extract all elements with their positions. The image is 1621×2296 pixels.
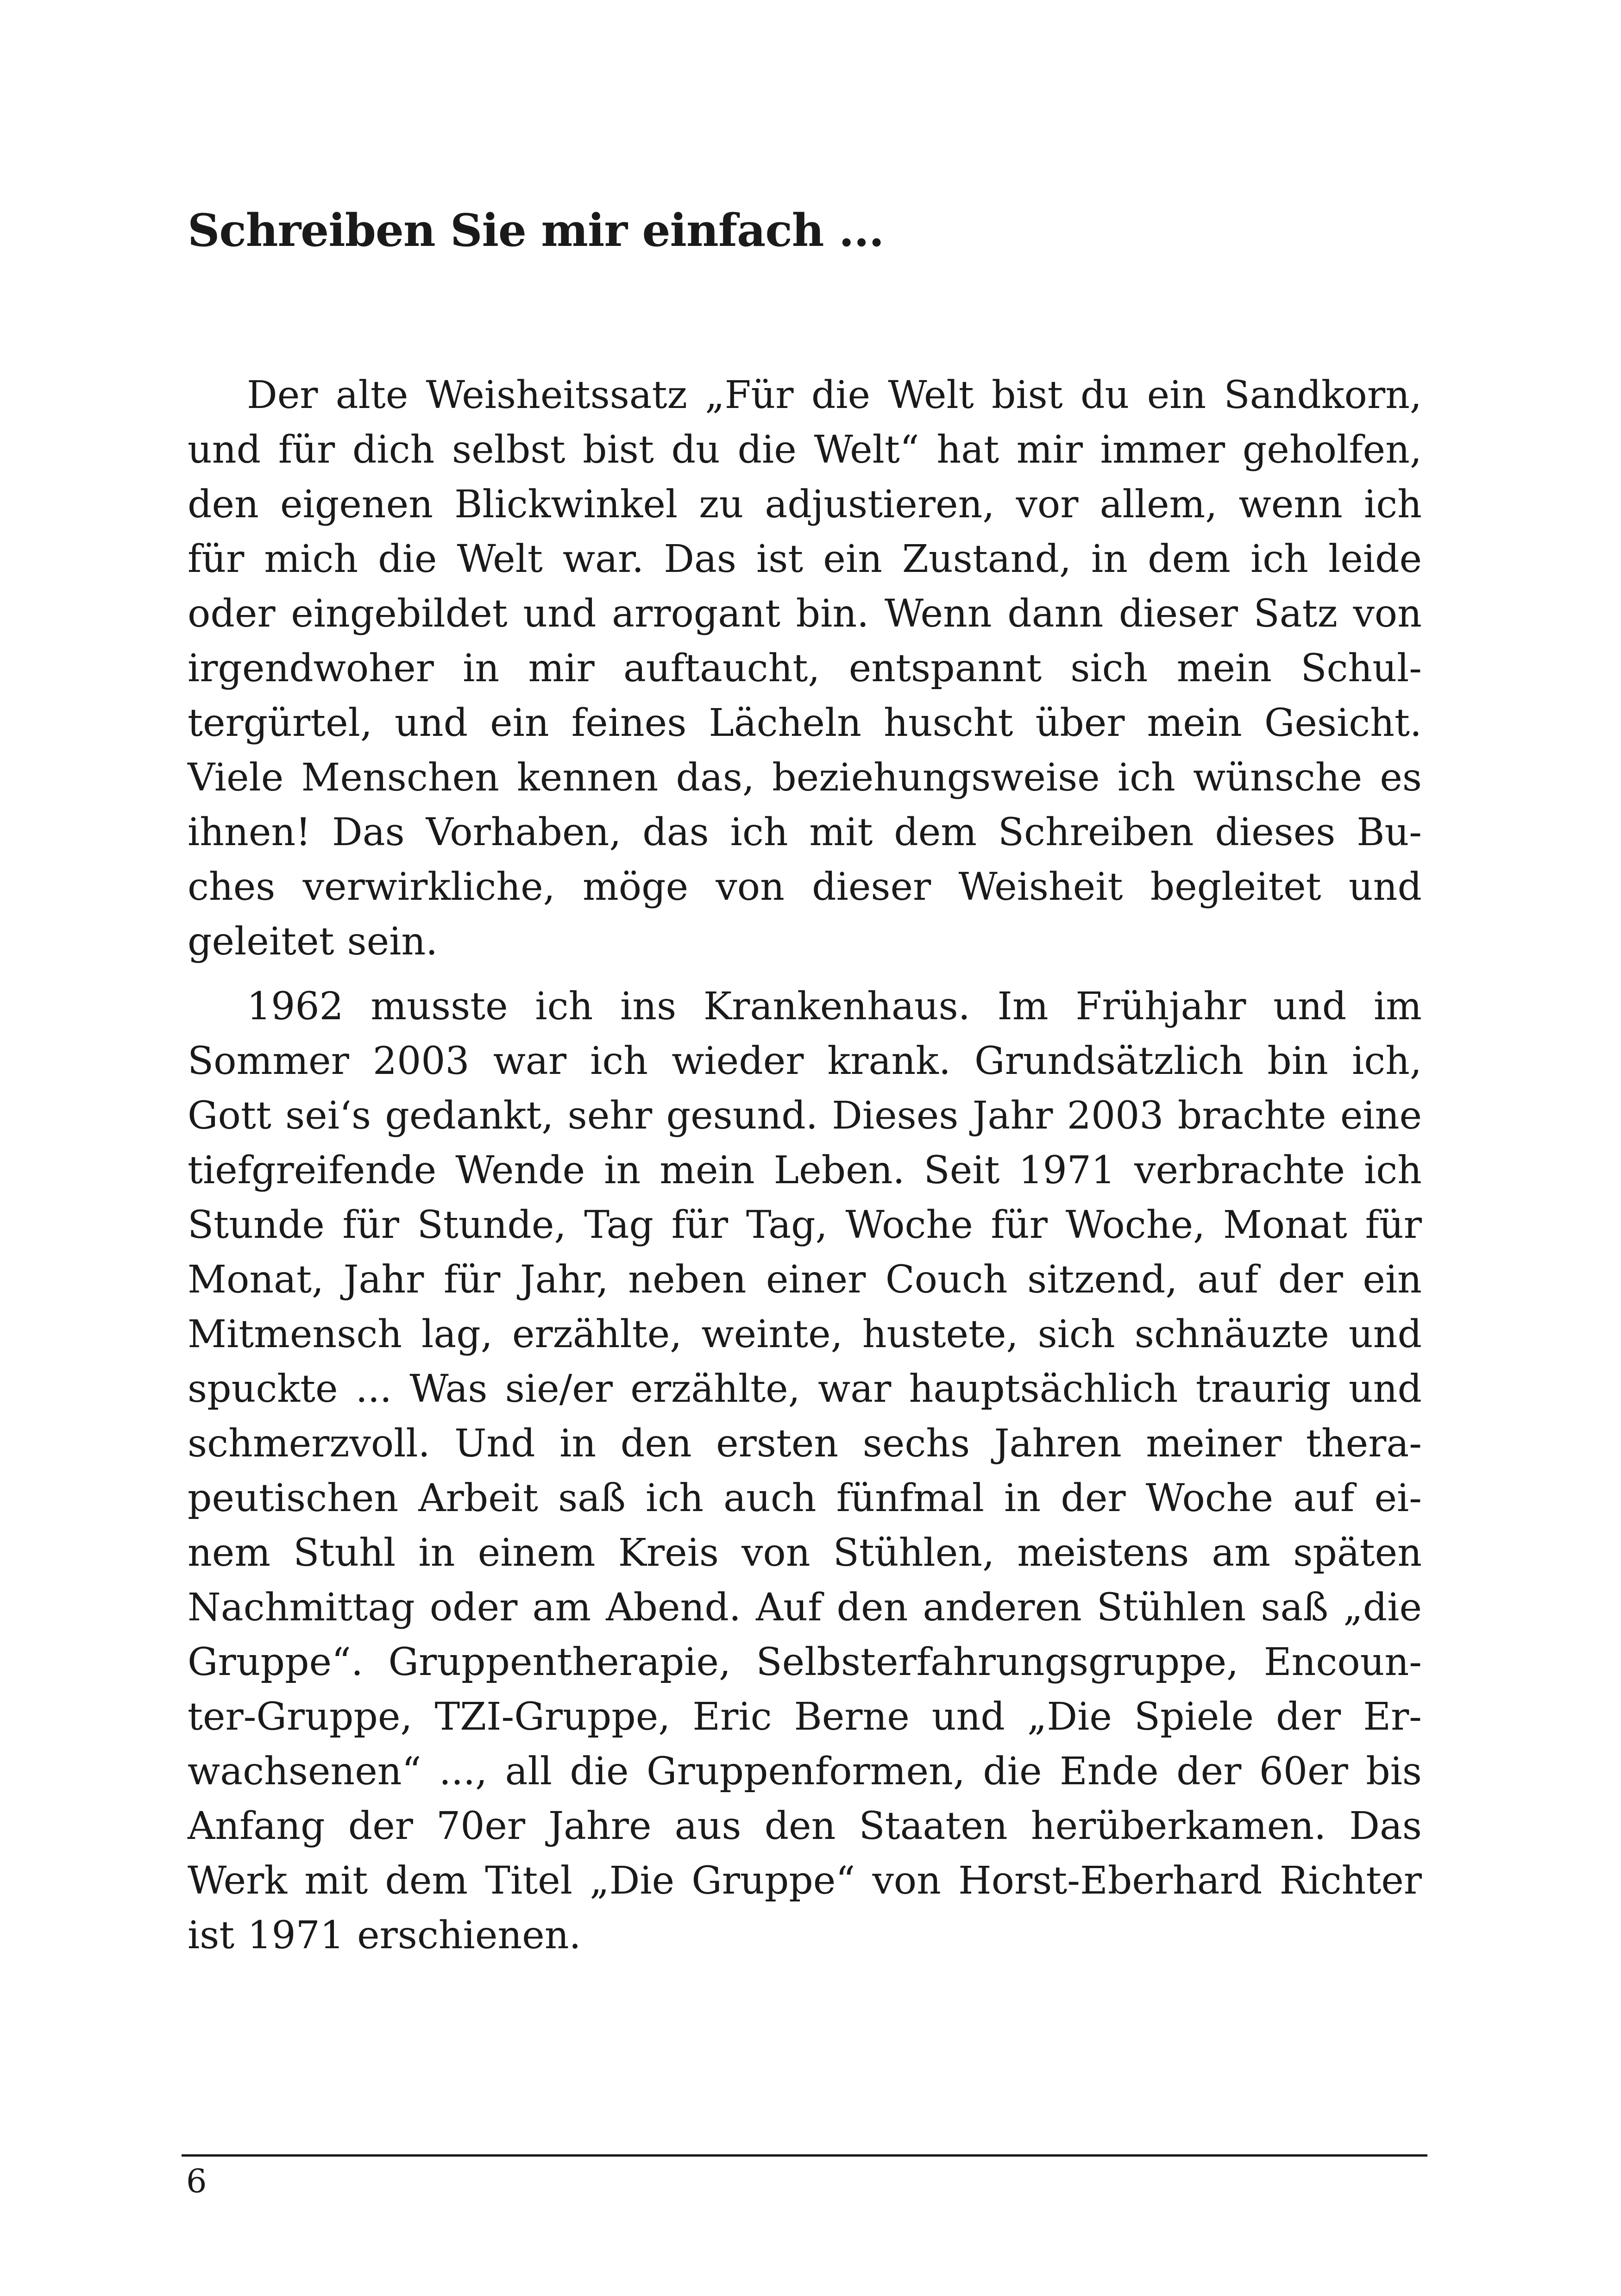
- chapter-title: Schreiben Sie mir einfach ...: [188, 204, 884, 257]
- footer-divider: [182, 2154, 1427, 2157]
- paragraph-1: Der alte Weisheitssatz „Für die Welt bist du ein Sandkorn, und für dich selbst bist du die Welt“ hat mir immer geholfen, den eigenen Blickwinkel zu adjustieren, vor allem, wenn ich für mich die Welt war. Das ist ein Zustand, in dem ich leide oder eingebildet und arrogant bin. Wenn dann dieser Satz von irgendwoher in mir auftaucht, entspannt sich mein Schultergürtel, und ein feines Lächeln huscht über mein Gesicht. Viele Menschen kennen das, beziehungsweise ich wünsche es ihnen! Das Vorhaben, das ich mit dem Schreiben dieses Buches verwirkliche, möge von dieser Weisheit begleitet und geleitet sein.: [188, 373, 1422, 964]
- page-number: 6: [186, 2162, 207, 2200]
- body-text: [188, 368, 1422, 1973]
- paragraph-2: 1962 musste ich ins Krankenhaus. Im Frühjahr und im Sommer 2003 war ich wieder krank. Grundsätzlich bin ich, Gott sei‘s gedankt, sehr gesund. Dieses Jahr 2003 brachte eine tiefgreifende Wende in mein Leben. Seit 1971 verbrachte ich Stunde für Stunde, Tag für Tag, Woche für Woche, Monat für Monat, Jahr für Jahr, neben einer Couch sitzend, auf der ein Mitmensch lag, erzählte, weinte, hustete, sich schnäuzte und spuckte ... Was sie/er erzählte, war hauptsächlich traurig und schmerzvoll. Und in den ersten sechs Jahren meiner therapeutischen Arbeit saß ich auch fünfmal in der Woche auf einem Stuhl in einem Kreis von Stühlen, meistens am späten Nachmittag oder am Abend. Auf den anderen Stühlen saß „die Gruppe“. Gruppentherapie, Selbsterfahrungsgruppe, Encounter-Gruppe, TZI-Gruppe, Eric Berne und „Die Spiele der Erwachsenen“ ..., all die Gruppenformen, die Ende der 60er bis Anfang der 70er Jahre aus den Staaten herüberkamen. Das Werk mit dem Titel „Die Gruppe“ von Horst-Eberhard Richter ist 1971 erschienen.: [188, 985, 1422, 1957]
